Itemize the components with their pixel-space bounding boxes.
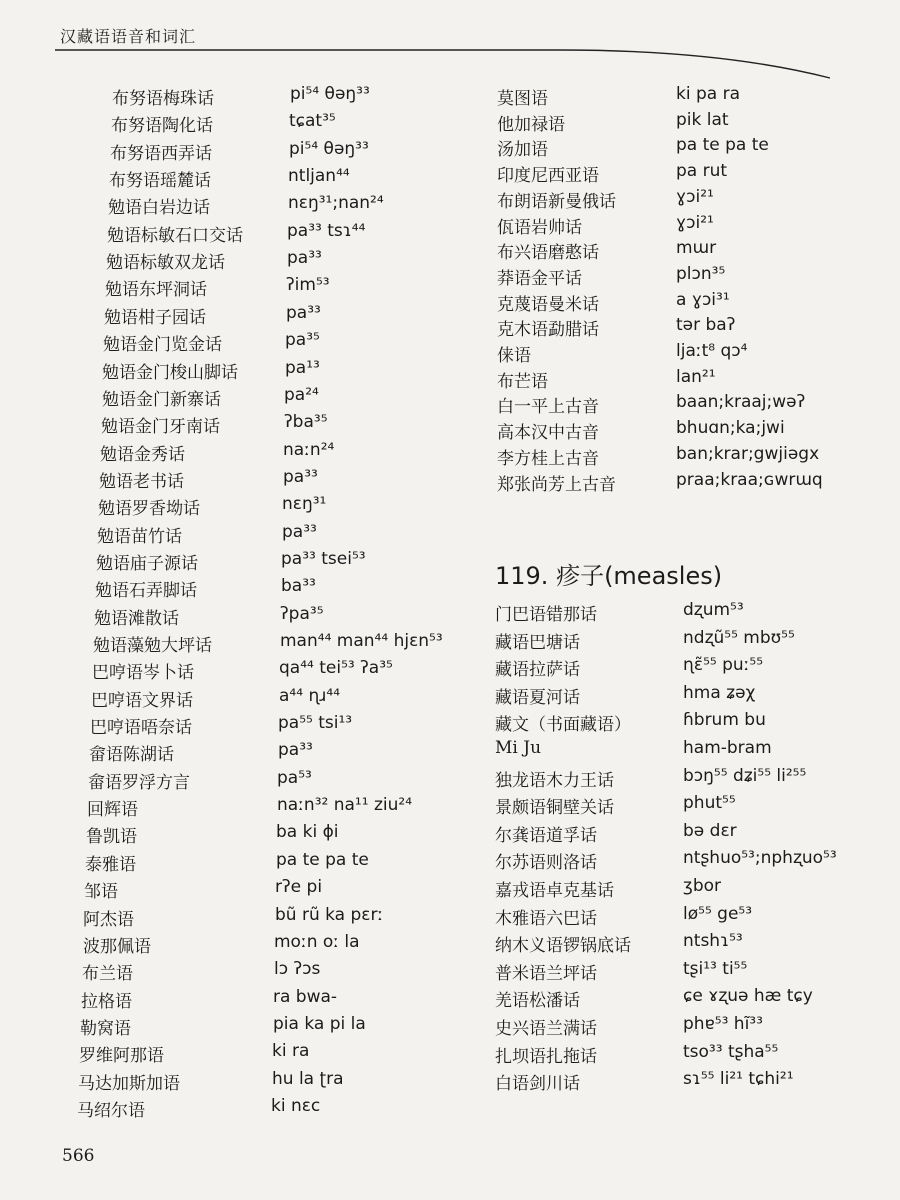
language-name: 纳木义语锣锅底话 <box>495 936 631 957</box>
entry-row <box>0 600 744 626</box>
entry-row <box>0 212 714 239</box>
language-name: 藏语拉萨话 <box>495 660 580 681</box>
word-form: pa³³ <box>286 302 321 323</box>
language-name: 藏语夏河话 <box>495 687 580 708</box>
language-name: 勉语滩散话 <box>94 608 179 629</box>
word-form: ntljan⁴⁴ <box>288 166 350 187</box>
language-name: 回辉语 <box>87 800 138 821</box>
word-form: ljaːt⁸ qɔ⁴ <box>676 341 748 361</box>
word-form: bə dɛr <box>683 820 737 841</box>
word-form: pi⁵⁴ θəŋ³³ <box>290 84 370 104</box>
word-form: dʐum⁵³ <box>683 600 744 620</box>
entry-row <box>0 576 420 602</box>
language-name: 扎坝语扎拖话 <box>495 1046 597 1067</box>
word-form: pa³⁵ <box>285 330 320 351</box>
word-form: bɔŋ⁵⁵ dʑi⁵⁵ li²⁵⁵ <box>683 765 807 786</box>
language-name: 勉语金门新寨话 <box>102 389 221 410</box>
word-form: ɳɛ̃⁵⁵ puː⁵⁵ <box>683 655 764 676</box>
language-name: 汤加语 <box>497 140 548 161</box>
language-name: 马达加斯加语 <box>78 1073 180 1094</box>
word-form: bhuɑn;ka;jwi <box>676 418 785 439</box>
word-form: man⁴⁴ man⁴⁴ hjɛn⁵³ <box>280 631 443 651</box>
entry-row <box>0 793 736 819</box>
word-form: lø⁵⁵ ge⁵³ <box>683 903 753 924</box>
entry-row <box>0 366 716 393</box>
language-name: 白语剑川话 <box>495 1074 580 1095</box>
entry-row <box>0 655 764 684</box>
word-form: lɔ ʔɔs <box>274 959 321 980</box>
language-name: 独龙语木力王话 <box>495 770 614 791</box>
word-form: tɕat³⁵ <box>289 111 336 132</box>
word-form: praa;kraa;ɢwrɯq <box>676 469 823 490</box>
language-name: 尔龚语道孚话 <box>495 825 597 846</box>
word-form: baan;kraaj;wəʔ <box>676 392 806 413</box>
language-name: 勉语柑子园话 <box>104 307 206 328</box>
word-form: plɔn³⁵ <box>676 263 726 284</box>
language-name: 勉语标敏石口交话 <box>107 225 243 246</box>
word-form: pa³³ tsɿ⁴⁴ <box>287 220 366 241</box>
language-name: 鲁凯语 <box>86 827 137 848</box>
language-name: 羌语松潘话 <box>495 991 580 1012</box>
language-name: 布努语瑶麓话 <box>109 171 211 192</box>
entry-row <box>0 289 730 316</box>
language-name: 马绍尔语 <box>77 1100 145 1121</box>
language-name: 勉语苗竹话 <box>97 526 182 547</box>
word-form: nɛŋ³¹ <box>282 494 327 515</box>
language-name: 勉语东坪洞话 <box>105 280 207 301</box>
language-name: 拉格语 <box>81 991 132 1012</box>
language-name: 高本汉中古音 <box>497 423 599 444</box>
word-form: sɿ⁵⁵ li²¹ tɕhi²¹ <box>683 1069 794 1090</box>
entry-row <box>0 161 728 187</box>
entry-row <box>0 1069 794 1095</box>
word-form: tso³³ tʂha⁵⁵ <box>683 1041 779 1062</box>
word-form: qa⁴⁴ tei⁵³ ʔa³⁵ <box>279 658 393 679</box>
language-name: 阿杰语 <box>83 909 134 930</box>
word-form: ɣɔi²¹ <box>676 212 714 233</box>
language-name: 畲语陈湖话 <box>89 745 174 766</box>
word-form: ʔba³⁵ <box>284 412 328 433</box>
entry-row <box>0 682 756 709</box>
language-name: 布努语陶化话 <box>111 116 213 137</box>
entry-row <box>0 315 736 341</box>
language-name: 巴哼语岑卜话 <box>92 663 194 684</box>
word-form: ra bwa- <box>273 986 338 1007</box>
language-name: 勉语石弄脚话 <box>95 581 197 602</box>
word-form: hu la ʈra <box>272 1068 344 1089</box>
word-form: ɕe ɤʐuə hæ tɕy <box>683 986 813 1007</box>
word-form: pa²⁴ <box>284 384 319 405</box>
entry-row <box>0 738 772 764</box>
language-name: 克木语勐腊话 <box>497 320 599 341</box>
word-form: mɯr <box>676 238 717 259</box>
language-name: 普米语兰坪话 <box>495 963 597 984</box>
language-name: 郑张尚芳上古音 <box>497 474 616 495</box>
language-name: 勉语白岩边话 <box>108 198 210 219</box>
entry-row <box>0 341 748 367</box>
word-form: lan²¹ <box>676 366 716 387</box>
language-name: 勉语金门览金话 <box>103 335 222 356</box>
word-form: naːn²⁴ <box>283 439 335 460</box>
entry-row <box>0 931 743 957</box>
language-name: 布朗语新曼俄话 <box>497 191 616 212</box>
word-form: ntʂhuo⁵³;nphʐuo⁵³ <box>683 848 837 869</box>
word-form: ham-bram <box>683 738 772 758</box>
word-form: ki pa ra <box>676 84 740 104</box>
entry-row <box>0 494 420 520</box>
word-form: ki nɛc <box>271 1095 321 1116</box>
entry-row <box>0 820 737 847</box>
word-form: a ɣɔi³¹ <box>676 289 730 310</box>
language-name: 嘉戎语卓克基话 <box>495 881 614 901</box>
entry-row <box>0 135 769 161</box>
word-form: pa⁵³ <box>277 767 312 788</box>
page-number: 566 <box>62 1146 95 1166</box>
word-form: ɦbrum bu <box>683 710 766 731</box>
word-form: rʔe pi <box>275 877 323 898</box>
word-form: pia ka pi la <box>273 1013 366 1034</box>
word-form: pa¹³ <box>285 357 320 378</box>
entry-row <box>0 876 722 902</box>
language-name: 布芒语 <box>497 371 548 392</box>
word-form: pa³³ tsei⁵³ <box>281 548 366 569</box>
word-form: ki ra <box>272 1041 310 1062</box>
language-name: 布努语西弄话 <box>110 143 212 164</box>
word-form: tər baʔ <box>676 315 736 336</box>
language-name: 畲语罗浮方言 <box>88 772 190 793</box>
entry-row <box>0 549 420 575</box>
word-form: moːn oː la <box>274 931 360 952</box>
language-name: 佤语岩帅话 <box>497 217 582 238</box>
entry-row <box>0 1014 763 1040</box>
word-form: a⁴⁴ ɳɹ⁴⁴ <box>279 685 341 706</box>
language-name: 罗维阿那语 <box>79 1046 164 1067</box>
word-form: bũ rũ ka pɛrː <box>275 904 384 925</box>
language-name: 印度尼西亚语 <box>497 166 599 187</box>
word-form: hma ʑəχ <box>683 682 756 703</box>
language-name: 白一平上古音 <box>497 397 599 418</box>
entry-row <box>0 186 714 213</box>
language-name: 勉语庙子源话 <box>96 553 198 574</box>
word-form: phɐ⁵³ hĩ³³ <box>683 1014 763 1034</box>
word-form: ndʐũ⁵⁵ mbʊ⁵⁵ <box>683 627 795 648</box>
entry-row <box>0 1096 420 1122</box>
entry-row <box>0 238 717 264</box>
language-name: 木雅语六巴话 <box>495 908 597 929</box>
language-name: 勒窝语 <box>80 1018 131 1039</box>
word-form: naːn³² na¹¹ ziu²⁴ <box>277 795 413 816</box>
language-name: 克蔑语曼米话 <box>497 294 599 315</box>
language-name: 波那佩语 <box>83 936 151 957</box>
entry-row <box>0 765 807 792</box>
word-form: ʔpa³⁵ <box>280 603 324 624</box>
entry-row <box>0 1041 779 1068</box>
language-name: 邹语 <box>84 882 118 903</box>
language-name: 他加禄语 <box>497 114 565 135</box>
running-header: 汉藏语语音和词汇 <box>60 27 197 46</box>
entry-row <box>0 627 795 654</box>
entry-row <box>0 392 806 418</box>
word-form: pa⁵⁵ tsi¹³ <box>278 713 353 734</box>
word-form: ʔim⁵³ <box>286 275 330 296</box>
entry-row <box>0 710 766 739</box>
language-name: 门巴语错那话 <box>495 605 597 625</box>
word-form: pi⁵⁴ θəŋ³³ <box>289 138 369 159</box>
word-form: nɛŋ³¹;nan²⁴ <box>288 193 384 214</box>
word-form: pik lat <box>676 109 729 130</box>
entry-row <box>0 418 785 444</box>
section-heading: 119. 疹子(measles) <box>495 562 723 590</box>
language-name: 巴哼语文界话 <box>91 690 193 711</box>
entry-row <box>0 903 753 930</box>
word-form: phut⁵⁵ <box>683 793 736 814</box>
language-name: 尔苏语则洛话 <box>495 853 597 874</box>
language-name: 藏语巴塘话 <box>495 632 580 653</box>
language-name: 布兰语 <box>82 964 133 985</box>
language-name: 勉语金门梭山脚话 <box>102 362 238 383</box>
language-name: 藏文（书面藏语） <box>495 715 631 736</box>
word-form: ɣɔi²¹ <box>676 186 714 207</box>
language-name: 勉语藻勉大坪话 <box>93 636 212 656</box>
language-name: 莽语金平话 <box>497 268 582 289</box>
language-name: 勉语老书话 <box>99 471 184 492</box>
entry-row <box>0 848 837 874</box>
language-name: 勉语金门牙南话 <box>101 417 220 438</box>
word-form: pa te pa te <box>276 849 369 870</box>
word-form: pa³³ <box>283 466 318 487</box>
word-form: tʂi¹³ ti⁵⁵ <box>683 958 748 979</box>
entry-row <box>0 84 740 110</box>
word-form: pa te pa te <box>676 135 769 156</box>
language-name: 巴哼语唔奈话 <box>90 718 192 739</box>
word-form: ʒbor <box>683 876 722 896</box>
word-form: ntshɿ⁵³ <box>683 931 743 952</box>
language-name: 史兴语兰满话 <box>495 1019 597 1039</box>
language-name: 勉语罗香坳话 <box>98 499 200 520</box>
word-form: pa rut <box>676 161 728 182</box>
language-name: 泰雅语 <box>85 854 136 875</box>
language-name: 布努语梅珠话 <box>112 89 214 109</box>
language-name: 景颇语铜壁关话 <box>495 798 614 819</box>
language-name: 李方桂上古音 <box>497 448 599 469</box>
language-name: 勉语标敏双龙话 <box>106 253 225 274</box>
language-name: 布兴语磨憨话 <box>497 243 599 264</box>
entry-row <box>0 109 729 136</box>
language-name: 勉语金秀话 <box>100 444 185 465</box>
word-form: ba ki ɸi <box>276 822 339 843</box>
language-name: 莫图语 <box>497 89 548 109</box>
word-form: pa³³ <box>282 521 317 542</box>
entry-row <box>0 522 420 548</box>
language-name: Mi Ju <box>495 738 542 758</box>
entry-row <box>0 443 820 470</box>
word-form: ban;krar;gwjiəgx <box>676 443 820 464</box>
word-form: ba³³ <box>281 576 316 597</box>
entry-row <box>0 958 748 985</box>
word-form: pa³³ <box>278 740 313 761</box>
entry-row <box>0 469 823 496</box>
entry-row <box>0 986 813 1012</box>
language-name: 俫语 <box>497 346 531 366</box>
word-form: pa³³ <box>287 248 322 269</box>
